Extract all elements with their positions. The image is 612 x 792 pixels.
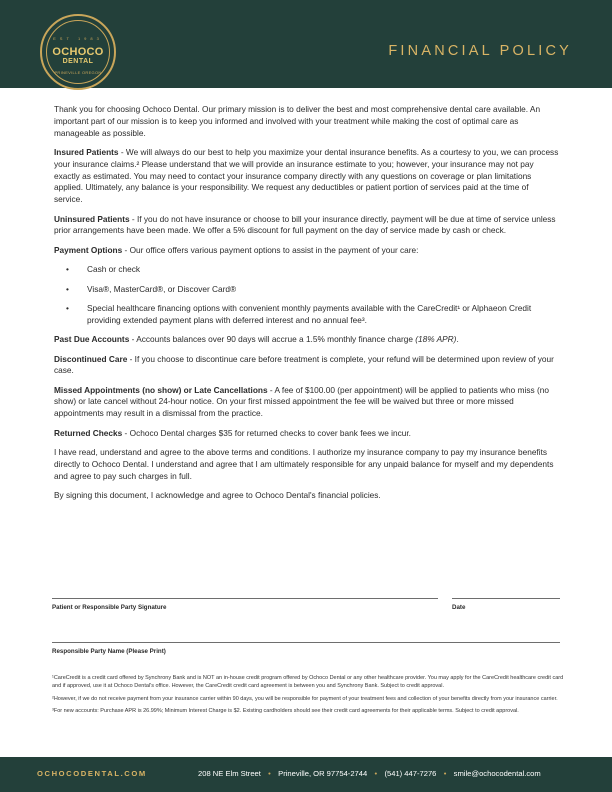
logo-sub: DENTAL — [62, 58, 94, 65]
footnote: ¹CareCredit is a credit card offered by Synchrony Bank and is NOT an in-house credit program offered by Ochoco Dental or any other healthcare provider. You may apply for the CareCredit healthcare credit card and if approved, use it at Ochoco Dental's office. However, the CareCredit credit card agreement is between you and Synchrony Bank. Subject to credit approval. — [52, 675, 564, 690]
logo-name: OCHOCO — [52, 46, 104, 58]
date-label: Date — [452, 604, 466, 611]
printed-name-label: Responsible Party Name (Please Print) — [52, 648, 166, 655]
payment-section — [54, 245, 559, 257]
footer-address: 208 NE Elm Street — [198, 769, 261, 778]
date-line[interactable] — [452, 598, 560, 599]
past-due-section — [54, 334, 559, 346]
footer-email[interactable]: smile@ochocodental.com — [453, 769, 541, 778]
footer-separator: • — [443, 769, 447, 778]
signature-label: Patient or Responsible Party Signature — [52, 604, 167, 611]
footer-separator: • — [374, 769, 378, 778]
uninsured-text: - If you do not have insurance or choose to bill your insurance directly, payment will be due at time of service unless prior arrangements have been made. We offer a 5% discount for full payment on the day of service made by cash or check. — [54, 213, 556, 236]
payment-option-item — [54, 303, 559, 327]
footer-website[interactable]: OCHOCODENTAL.COM — [37, 769, 147, 778]
insured-heading: Insured Patients — [54, 146, 119, 157]
returned-section — [54, 428, 559, 440]
missed-text: - A fee of $100.00 (per appointment) will be applied to patients who miss (no show) or late cancel without 24-hour notice. On your first missed appointment the fee will be waived but three or more missed appointments may result in a dismissal from the practice. — [54, 384, 549, 419]
page-footer — [0, 757, 612, 792]
signature-line[interactable] — [52, 598, 438, 599]
payment-text: - Our office offers various payment options to assist in the payment of your care: — [122, 244, 419, 255]
footer-contact — [198, 769, 541, 778]
footnote: ³For new accounts: Purchase APR is 26.99%; Minimum Interest Charge is $2. Existing cardholders should see their credit card agreements for their applicable terms. Subject to credit approval. — [52, 708, 519, 715]
acknowledge-paragraph: By signing this document, I acknowledge and agree to Ochoco Dental's financial policies. — [54, 490, 381, 501]
missed-heading: Missed Appointments (no show) or Late Cancellations — [54, 384, 268, 395]
insured-text: - We will always do our best to help you maximize your dental insurance benefits. As a courtesy to you, we can process your insurance claims.² Please understand that we will provide an insurance estimate to you; however, your insurance may not pay exactly as estimated. You may need to contact your insurance company directly with any questions on coverage or plan limitations applied. Ultimately, any balance is your responsibility. We request any deductibles or patient portion of services paid at the time of service. — [54, 146, 559, 205]
discontinued-heading: Discontinued Care — [54, 353, 128, 364]
uninsured-section — [54, 214, 559, 238]
returned-text: - Ochoco Dental charges $35 for returned checks to cover bank fees we incur. — [122, 427, 411, 438]
payment-option-text: Cash or check — [87, 264, 141, 275]
missed-section — [54, 385, 559, 420]
discontinued-text: - If you choose to discontinue care before treatment is complete, your refund will be determined upon review of your case. — [54, 353, 554, 376]
discontinued-section — [54, 354, 559, 378]
apr-note: (18% APR) — [415, 334, 457, 345]
payment-heading: Payment Options — [54, 244, 123, 255]
payment-option-text: Visa®, MasterCard®, or Discover Card® — [87, 283, 237, 294]
returned-heading: Returned Checks — [54, 427, 123, 438]
agreement-paragraph: I have read, understand and agree to the above terms and conditions. I authorize my insurance company to pay my insurance benefits directly to Ochoco Dental. I understand and agree that I am ultimately responsible for any unpaid balance for myself and my dependents and agree to pay such charges in full. — [54, 447, 554, 481]
bullet-dot: • — [66, 264, 69, 275]
payment-option-text: Special healthcare financing options with convenient monthly payments available with the CareCredit¹ or Alphaeon Credit providing extended payment plans with deferred interest and no annual fee³. — [87, 302, 532, 325]
past-due-text: - Accounts balances over 90 days will accrue a 1.5% monthly finance charge — [129, 334, 416, 345]
logo-inner-ring — [46, 20, 110, 84]
footnote: ²However, if we do not receive payment from your insurance carrier within 90 days, you will be responsible for payment of your treatment fees and collection of your benefits directly from your insurance carrier. — [52, 695, 558, 702]
payment-option-item — [54, 284, 559, 296]
past-due-heading: Past Due Accounts — [54, 334, 130, 345]
bullet-dot: • — [66, 302, 69, 313]
policy-body — [54, 104, 559, 509]
logo-est: EST 1983 — [53, 36, 103, 41]
bullet-dot: • — [66, 283, 69, 294]
footer-city: Prineville, OR 97754-2744 — [278, 769, 368, 778]
printed-name-line[interactable] — [52, 642, 560, 643]
payment-option-item — [54, 264, 559, 276]
past-due-end: . — [456, 334, 459, 345]
footnotes — [52, 674, 564, 720]
page-header — [0, 0, 612, 88]
intro-paragraph: Thank you for choosing Ochoco Dental. Our primary mission is to deliver the best and most comprehensive dental care available. An important part of our mission is to keep you informed and involved with your treatment while making the cost of optimal care as manageable as possible. — [54, 104, 541, 138]
uninsured-heading: Uninsured Patients — [54, 213, 130, 224]
logo-location: PRINEVILLE OREGON — [54, 70, 102, 75]
ochoco-dental-logo — [40, 14, 116, 90]
page-title: FINANCIAL POLICY — [388, 43, 572, 59]
footer-separator: • — [268, 769, 271, 778]
insured-section — [54, 147, 559, 206]
footer-phone[interactable]: (541) 447-7276 — [384, 769, 437, 778]
